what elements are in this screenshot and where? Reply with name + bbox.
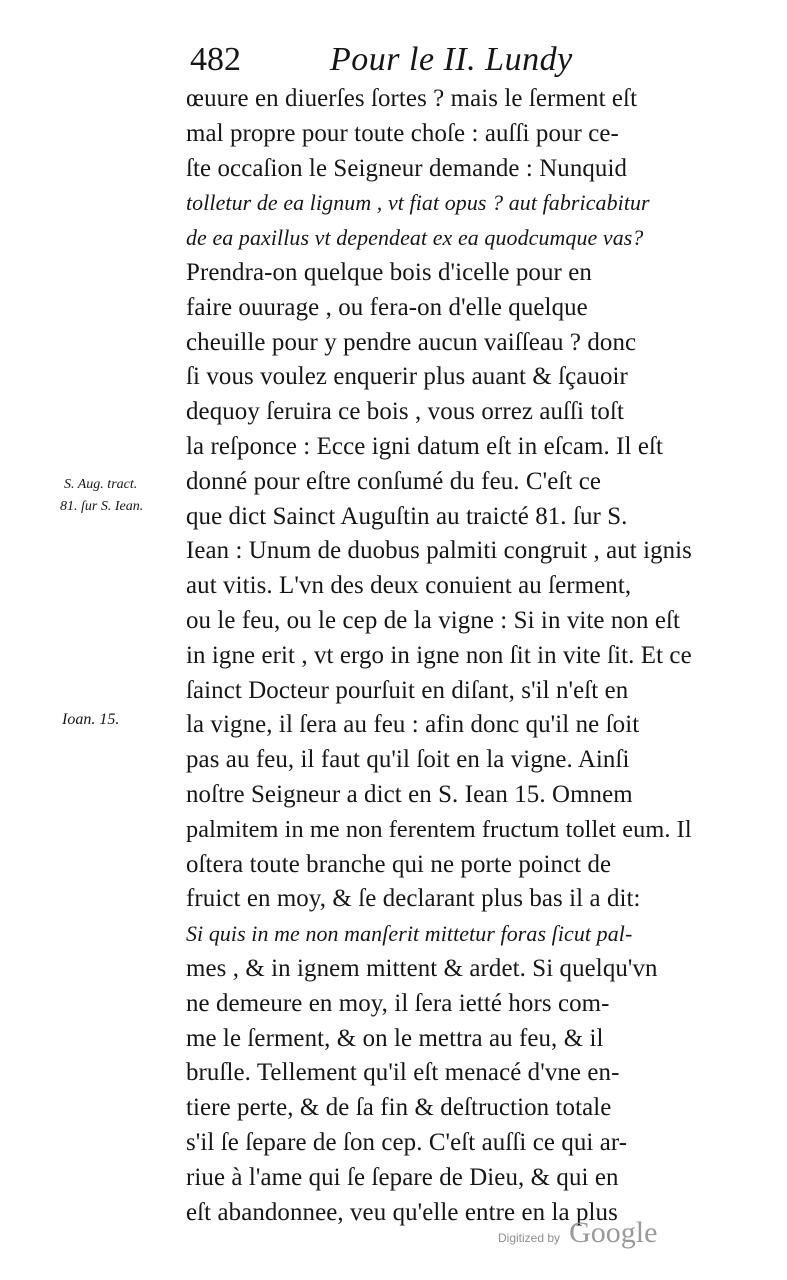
text-line: eſt abandonnee, veu qu'elle entre en la plus xyxy=(186,1198,618,1226)
text-line: tolletur de ea lignum , vt fiat opus ? aut fabricabitur xyxy=(186,190,650,216)
page-header xyxy=(180,36,700,84)
text-line: in igne erit , vt ergo in igne non ſit in vite ſit. Et ce xyxy=(186,641,692,669)
text-line: la reſponce : Ecce igni datum eſt in eſcam. Il eſt xyxy=(186,432,664,460)
text-line: s'il ſe ſepare de ſon cep. C'eſt auſſi ce qui ar- xyxy=(186,1128,628,1156)
text-line: aut vitis. L'vn des deux conuient au ſerment, xyxy=(186,572,632,600)
google-wordmark: Google xyxy=(569,1216,658,1249)
text-line: mal propre pour toute choſe : auſſi pour ce- xyxy=(186,119,619,147)
text-line: fruict en moy, & ſe declarant plus bas il a dit: xyxy=(186,885,641,913)
text-line: Iean : Unum de duobus palmiti congruit , aut ignis xyxy=(186,537,692,565)
margin-note-augustin-line1: S. Aug. tract. xyxy=(64,477,138,492)
text-line: que dict Sainct Auguſtin au traicté 81. ſur S. xyxy=(186,502,628,530)
text-line: Si quis in me non manſerit mittetur foras ſicut pal- xyxy=(186,921,633,947)
text-line: tiere perte, & de ſa fin & deſtruction totale xyxy=(186,1094,612,1122)
text-line: dequoy ſeruira ce bois , vous orrez auſſi toſt xyxy=(186,398,624,426)
digitized-by-label: Digitized by xyxy=(498,1231,561,1245)
text-line: me le ſerment, & on le mettra au feu, & il xyxy=(186,1024,604,1052)
page-number: 482 xyxy=(190,41,241,78)
text-line: noſtre Seigneur a dict en S. Iean 15. Omnem xyxy=(186,780,633,808)
text-line: bruſle. Tellement qu'il eſt menacé d'vne en- xyxy=(186,1059,620,1087)
text-line: ne demeure en moy, il ſera ietté hors com- xyxy=(186,989,610,1017)
text-line: mes , & in ignem mittent & ardet. Si quelqu'vn xyxy=(186,954,658,982)
running-head: Pour le II. Lundy xyxy=(330,41,573,78)
text-line: ou le feu, ou le cep de la vigne : Si in vite non eſt xyxy=(186,606,680,634)
text-line: ſi vous voulez enquerir plus auant & ſçauoir xyxy=(186,363,628,391)
text-line: ſainct Docteur pourſuit en diſant, s'il n'eſt en xyxy=(186,676,629,704)
margin-note-ioan: Ioan. 15. xyxy=(62,711,120,728)
text-line: faire ouurage , ou fera-on d'elle quelque xyxy=(186,293,588,321)
text-line: oſtera toute branche qui ne porte poinct de xyxy=(186,850,612,878)
digitized-by-watermark xyxy=(498,1216,657,1250)
text-line: de ea paxillus vt dependeat ex ea quodcumque vas? xyxy=(186,225,644,251)
text-line: donné pour eſtre conſumé du feu. C'eſt ce xyxy=(186,467,601,495)
text-line: riue à l'ame qui ſe ſepare de Dieu, & qui en xyxy=(186,1163,619,1191)
text-line: œuure en diuerſes ſortes ? mais le ſerment eſt xyxy=(186,85,638,112)
body-text xyxy=(186,82,694,1230)
text-line: palmitem in me non ferentem fructum tollet eum. Il xyxy=(186,815,692,843)
text-line: cheuille pour y pendre aucun vaiſſeau ? donc xyxy=(186,328,637,356)
text-line: ſte occaſion le Seigneur demande : Nunquid xyxy=(186,154,628,182)
text-line: Prendra-on quelque bois d'icelle pour en xyxy=(186,258,592,286)
text-line: la vigne, il ſera au feu : afin donc qu'il ne ſoit xyxy=(186,711,640,739)
margin-note-augustin-line2: 81. ſur S. Iean. xyxy=(60,499,144,514)
text-line: pas au feu, il faut qu'il ſoit en la vigne. Ainſi xyxy=(186,746,630,774)
